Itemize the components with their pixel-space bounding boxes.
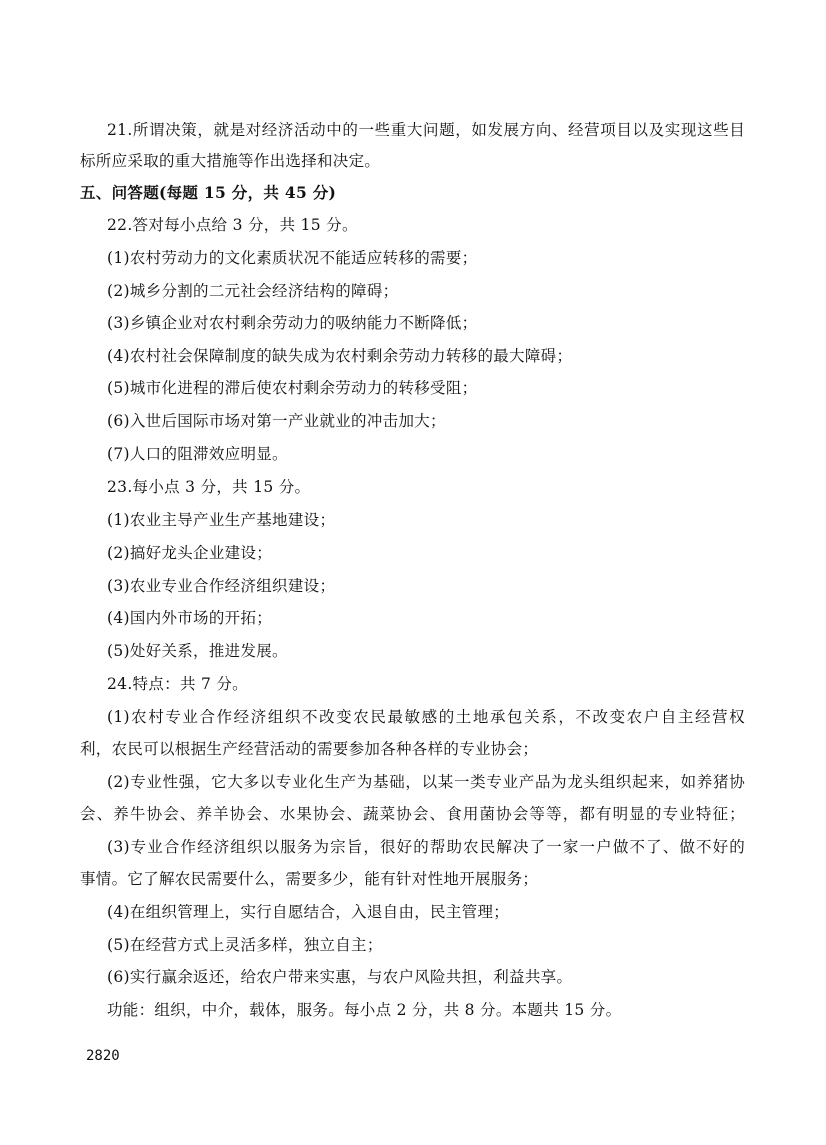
q22-intro: 22.答对每小点给 3 分，共 15 分。 bbox=[107, 216, 358, 234]
q24-point-4: (4)在组织管理上，实行自愿结合，入退自由，民主管理； bbox=[107, 903, 510, 921]
q24-function: 功能：组织，中介，载体，服务。每小点 2 分，共 8 分。本题共 15 分。 bbox=[107, 1001, 622, 1019]
q24-point-6: (6)实行赢余返还，给农户带来实惠，与农户风险共担，利益共享。 bbox=[107, 968, 573, 986]
q22-point: (1)农村劳动力的文化素质状况不能适应转移的需要； bbox=[107, 249, 478, 267]
q23-point: (4)国内外市场的开拓； bbox=[107, 609, 273, 627]
section-heading: 五、问答题(每题 15 分，共 45 分) bbox=[80, 183, 337, 202]
q22-point: (2)城乡分割的二元社会经济结构的障碍； bbox=[107, 282, 399, 300]
q24-point-3-line-1: (3)专业合作经济组织以服务为宗旨，很好的帮助农民解决了一家一户做不了、做不好的 bbox=[107, 838, 745, 856]
q24-point-1-line-1: (1)农村专业合作经济组织不改变农民最敏感的土地承包关系，不改变农户自主经营权 bbox=[107, 708, 745, 726]
q23-point: (3)农业专业合作经济组织建设； bbox=[107, 577, 336, 595]
q23-point: (5)处好关系，推进发展。 bbox=[107, 642, 288, 660]
q22-point: (7)人口的阻滞效应明显。 bbox=[107, 445, 288, 463]
q21-line-1: 21.所谓决策，就是对经济活动中的一些重大问题，如发展方向、经营项目以及实现这些目 bbox=[107, 121, 745, 139]
page-number: 2820 bbox=[86, 1048, 120, 1064]
q23-point: (1)农业主导产业生产基地建设； bbox=[107, 511, 336, 529]
q24-point-5: (5)在经营方式上灵活多样，独立自主； bbox=[107, 936, 383, 954]
q23-intro: 23.每小点 3 分，共 15 分。 bbox=[107, 478, 311, 496]
q24-point-2-line-1: (2)专业性强，它大多以专业化生产为基础，以某一类专业产品为龙头组织起来，如养猪协 bbox=[107, 773, 745, 791]
q24-point-3-line-2: 事情。它了解农民需要什么，需要多少，能有针对性地开展服务； bbox=[80, 870, 539, 888]
q22-point: (3)乡镇企业对农村剩余劳动力的吸纳能力不断降低； bbox=[107, 314, 478, 332]
q22-point: (6)入世后国际市场对第一产业就业的冲击加大； bbox=[107, 412, 446, 430]
q23-point: (2)搞好龙头企业建设； bbox=[107, 544, 273, 562]
q24-point-2-line-2: 会、养牛协会、养羊协会、水果协会、蔬菜协会、食用菌协会等等，都有明显的专业特征； bbox=[80, 805, 745, 823]
q24-intro: 24.特点：共 7 分。 bbox=[107, 675, 248, 693]
q21-line-2: 标所应采取的重大措施等作出选择和决定。 bbox=[80, 152, 381, 170]
q22-point: (4)农村社会保障制度的缺失成为农村剩余劳动力转移的最大障碍； bbox=[107, 347, 573, 365]
q24-point-1-line-2: 利，农民可以根据生产经营活动的需要参加各种各样的专业协会； bbox=[80, 740, 539, 758]
q22-point: (5)城市化进程的滞后使农村剩余劳动力的转移受阻； bbox=[107, 379, 478, 397]
